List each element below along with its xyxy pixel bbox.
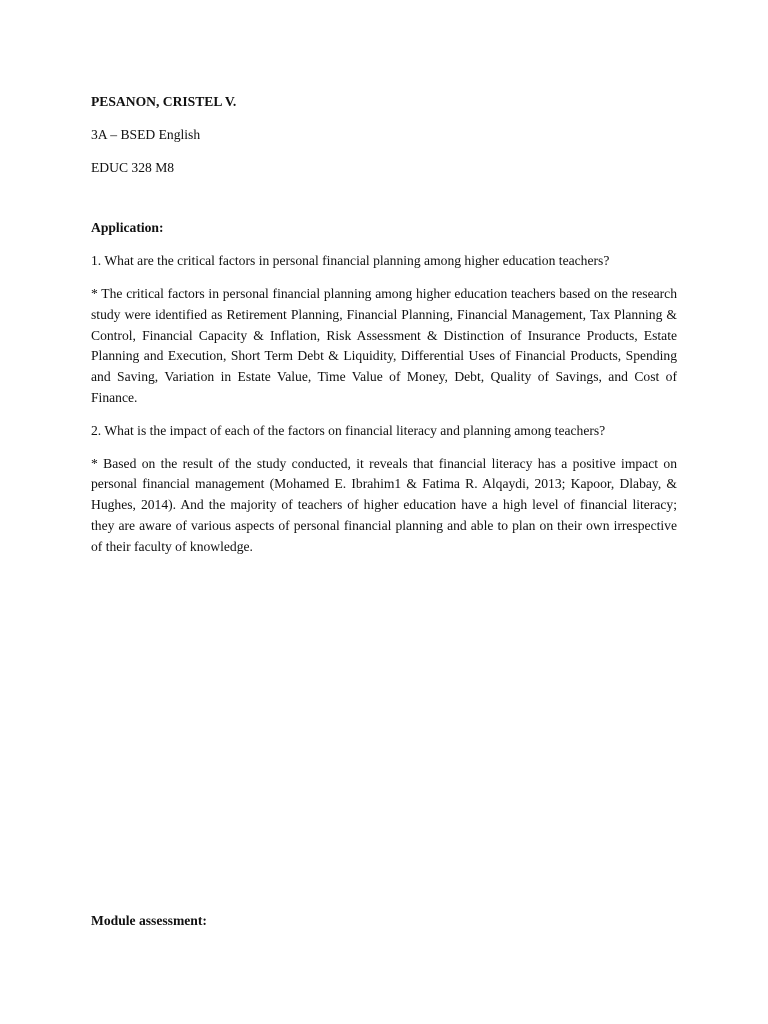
application-heading: Application: [91,220,164,236]
document-body [91,92,677,558]
question-1: 1. What are the critical factors in personal financial planning among higher education teachers? [91,253,610,269]
answer-1: * The critical factors in personal financial planning among higher education teachers based on the research study were identified as Retirement Planning, Financial Planning, Financial Management, Tax Planning & Control, Financial Capacity & Inflation, Risk Assessment & Distinction of Insurance Products, Estate Planning and Execution, Short Term Debt & Liquidity, Differential Uses of Financial Products, Spending and Saving, Variation in Estate Value, Time Value of Money, Debt, Quality of Savings, and Cost of Finance. [91,285,677,405]
course-code: EDUC 328 M8 [91,159,175,175]
module-assessment-heading: Module assessment: [91,913,207,928]
answer-2: * Based on the result of the study conducted, it reveals that financial literacy has a positive impact on personal financial management (Mohamed E. Ibrahim1 & Fatima R. Alqaydi, 2013; Kapoor, Dlabay, & Hughes, 2014). And the majority of teachers of higher education have a high level of financial literacy; they are aware of various aspects of personal financial planning and able to plan on their own irrespective of their faculty of knowledge. [91,455,677,554]
student-name: PESANON, CRISTEL V. [91,94,237,109]
student-section: 3A – BSED English [91,126,201,142]
question-2: 2. What is the impact of each of the factors on financial literacy and planning among teachers? [91,422,606,438]
